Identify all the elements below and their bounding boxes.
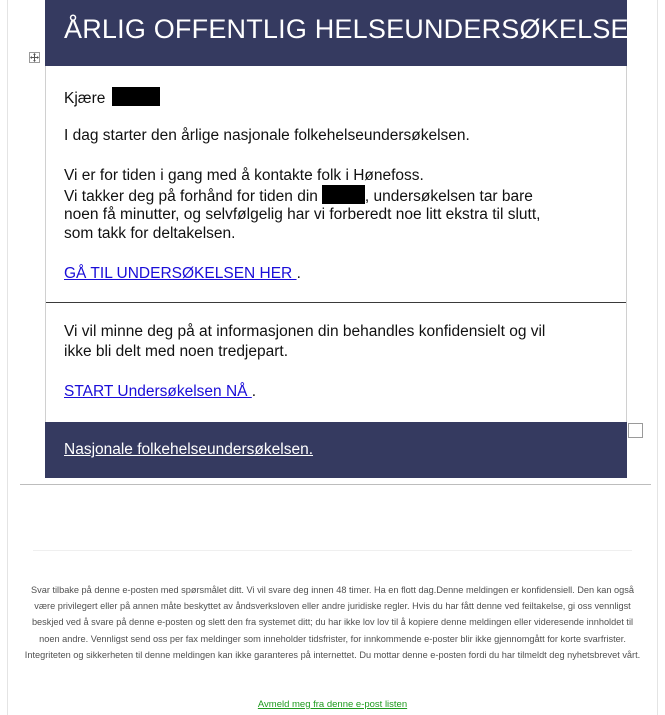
thanks-text-before: Vi takker deg på forhånd for tiden din: [64, 188, 318, 205]
redacted-name: [112, 87, 160, 106]
header-banner: [45, 0, 627, 66]
unsubscribe-link[interactable]: Avmeld meg fra denne e-post listen: [257, 699, 408, 710]
start-survey-link[interactable]: START Undersøkelsen NÅ: [64, 383, 252, 400]
privacy-text-line1: Vi vil minne deg på at informasjonen din behandles konfidensielt og vil: [64, 323, 546, 340]
table-resize-handle-icon[interactable]: [628, 423, 643, 438]
start-link-line: [64, 382, 256, 401]
footer-link[interactable]: Nasjonale folkehelseundersøkelsen.: [64, 441, 314, 458]
header-title: ÅRLIG OFFENTLIG HELSEUNDERSØKELSE: [64, 14, 629, 44]
contact-text: Vi er for tiden i gang med å kontakte folk i Hønefoss.: [64, 167, 424, 184]
section-divider: [46, 302, 626, 303]
greeting-text: Kjære: [64, 90, 106, 107]
thanks-text-line2: noen få minutter, og selvfølgelig har vi forberedt noe litt ekstra til slutt,: [64, 206, 541, 223]
greeting-line: [64, 87, 160, 108]
email-card: [45, 0, 627, 478]
redacted-name: [322, 185, 365, 204]
email-body: [45, 66, 627, 423]
thanks-line: [64, 185, 533, 206]
start-link-suffix: .: [251, 383, 257, 400]
footer-banner: [45, 422, 627, 478]
faint-separator: [33, 550, 632, 551]
thanks-text-line3: som takk for deltakelsen.: [64, 225, 236, 242]
thanks-text-after: , undersøkelsen tar bare: [364, 188, 533, 205]
intro-text: I dag starter den årlige nasjonale folkehelseundersøkelsen.: [64, 127, 470, 144]
privacy-text-line2: ikke bli delt med noen tredjepart.: [64, 343, 289, 360]
survey-link-line: [64, 264, 301, 283]
table-move-handle-icon[interactable]: [29, 52, 40, 63]
survey-link-suffix: .: [296, 265, 301, 282]
horizontal-separator: [20, 484, 651, 485]
survey-link[interactable]: GÅ TIL UNDERSØKELSEN HER: [64, 265, 297, 282]
disclaimer-text: Svar tilbake på denne e-posten med spørsmålet ditt. Vi vil svare deg innen 48 timer. Ha en flott dag.Denne meldingen er konfidensiell. Den kan også være privilegert eller på annen måte beskyttet av åndsverksloven eller andre juridiske regler. Hvis du har fått denne ved feiltakelse, gi oss vennligst beskjed ved å svare på denne e-posten og slett den fra systemet ditt; du har ikke lov lov til å kopiere denne meldingen eller videresende innholdet til noen andre. Vennligst send oss per fax meldinger som inneholder tidsfrister, for innkommende e-poster blir ikke gjennomgått for korte svarfrister. Integriteten og sikkerheten til denne meldingen kan ikke garanteres på internettet. Du mottar denne e-posten fordi du har tilmeldt deg nyhetsbrevet vårt.: [24, 585, 641, 660]
